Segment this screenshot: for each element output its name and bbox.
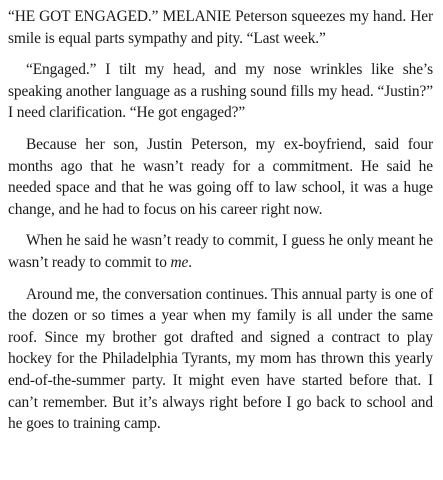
paragraph-1-text: “HE GOT ENGAGED.” MELANIE Peterson squeezes my hand. Her smile is equal parts sympathy and pity. “Last week.” xyxy=(8,8,433,47)
paragraph-5-text: Around me, the conversation continues. This annual party is one of the dozen or so times a year when my family is all under the same roof. Since my brother got drafted and signed a contract to play hockey for the Philadelphia Tyrants, my mom has thrown this yearly end-of-the-summer party. It might even have started before that. I can’t remember. But it’s always right before I go back to school and he goes to training camp. xyxy=(8,285,433,433)
paragraph-2 xyxy=(8,59,433,124)
paragraph-4-text: When he said he wasn’t ready to commit, I guess he only meant he wasn’t ready to commit to xyxy=(8,232,433,271)
paragraph-4-emphasis: me xyxy=(170,253,189,271)
paragraph-4 xyxy=(8,230,433,273)
paragraph-3-text: Because her son, Justin Peterson, my ex-boyfriend, said four months ago that he wasn’t ready for a commitment. He said he needed space and that he was going off to law school, it was a huge change, and he had to focus on his career right now. xyxy=(8,135,433,218)
paragraph-4-end: . xyxy=(188,253,193,271)
paragraph-3 xyxy=(8,134,433,220)
paragraph-2-text: “Engaged.” I tilt my head, and my nose wrinkles like she’s speaking another language as a rushing sound fills my head. “Justin?” I need clarification. “He got engaged?” xyxy=(8,61,433,122)
paragraph-5 xyxy=(8,284,433,435)
book-page xyxy=(8,6,433,445)
paragraph-1 xyxy=(8,6,433,49)
